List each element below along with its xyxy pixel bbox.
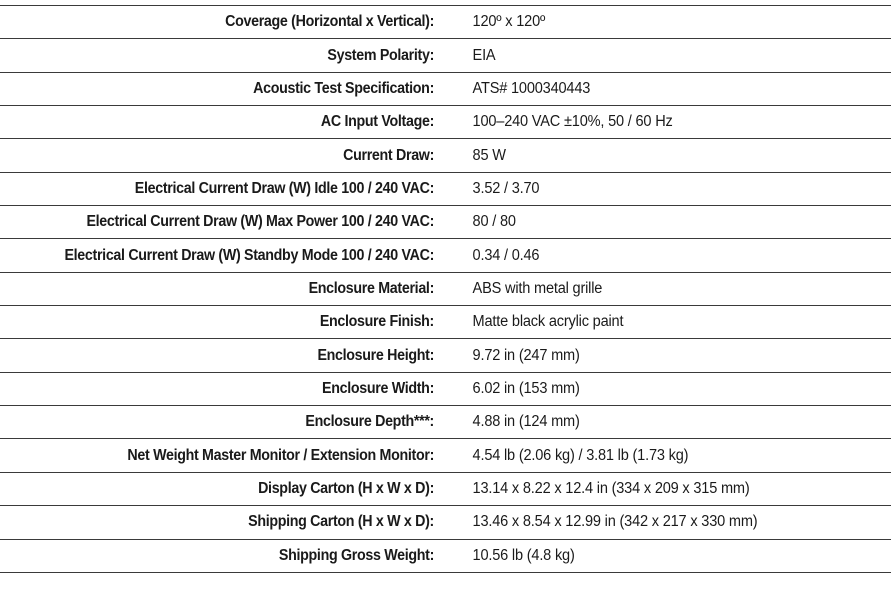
spec-value: 13.46 x 8.54 x 12.99 in (342 x 217 x 330 mm) bbox=[472, 513, 758, 531]
spec-row bbox=[0, 206, 891, 239]
spec-row bbox=[0, 473, 891, 506]
spec-value: 100–240 VAC ±10%, 50 / 60 Hz bbox=[472, 113, 673, 131]
spec-label: Shipping Carton (H x W x D): bbox=[248, 513, 434, 531]
spec-label: AC Input Voltage: bbox=[320, 113, 434, 131]
spec-label: Coverage (Horizontal x Vertical): bbox=[225, 13, 434, 31]
spec-row bbox=[0, 540, 891, 573]
spec-value: 13.14 x 8.22 x 12.4 in (334 x 209 x 315 mm) bbox=[472, 479, 750, 497]
spec-row bbox=[0, 506, 891, 539]
spec-value: Matte black acrylic paint bbox=[472, 313, 624, 331]
spec-label: System Polarity: bbox=[327, 46, 434, 64]
spec-label: Net Weight Master Monitor / Extension Monitor: bbox=[127, 446, 434, 464]
spec-label: Enclosure Width: bbox=[322, 379, 434, 397]
spec-value: 10.56 lb (4.8 kg) bbox=[472, 546, 575, 564]
spec-row bbox=[0, 273, 891, 306]
spec-row bbox=[0, 173, 891, 206]
spec-value: 4.54 lb (2.06 kg) / 3.81 lb (1.73 kg) bbox=[472, 446, 689, 464]
spec-label: Enclosure Finish: bbox=[319, 313, 434, 331]
spec-label: Enclosure Height: bbox=[317, 346, 434, 364]
spec-value: ATS# 1000340443 bbox=[472, 79, 591, 97]
spec-label: Enclosure Depth***: bbox=[305, 413, 434, 431]
spec-row bbox=[0, 406, 891, 439]
spec-row bbox=[0, 373, 891, 406]
spec-row bbox=[0, 306, 891, 339]
specifications-table bbox=[0, 5, 891, 573]
spec-value: 3.52 / 3.70 bbox=[472, 179, 540, 197]
spec-row bbox=[0, 106, 891, 139]
spec-value: ABS with metal grille bbox=[472, 279, 603, 297]
spec-row bbox=[0, 239, 891, 272]
spec-value: EIA bbox=[472, 46, 496, 64]
spec-label: Display Carton (H x W x D): bbox=[258, 479, 434, 497]
spec-value: 6.02 in (153 mm) bbox=[472, 379, 580, 397]
spec-value: 80 / 80 bbox=[472, 213, 516, 231]
spec-value: 85 W bbox=[472, 146, 506, 164]
spec-row bbox=[0, 339, 891, 372]
spec-label: Electrical Current Draw (W) Idle 100 / 240 VAC: bbox=[134, 179, 435, 197]
spec-row bbox=[0, 6, 891, 39]
spec-row bbox=[0, 439, 891, 472]
spec-value: 4.88 in (124 mm) bbox=[472, 413, 580, 431]
spec-label: Current Draw: bbox=[343, 146, 434, 164]
spec-value: 0.34 / 0.46 bbox=[472, 246, 540, 264]
spec-value: 9.72 in (247 mm) bbox=[472, 346, 580, 364]
spec-value: 120º x 120º bbox=[472, 13, 546, 31]
spec-row bbox=[0, 139, 891, 172]
spec-label: Shipping Gross Weight: bbox=[278, 546, 434, 564]
spec-row bbox=[0, 73, 891, 106]
spec-row bbox=[0, 39, 891, 72]
spec-label: Electrical Current Draw (W) Max Power 100 / 240 VAC: bbox=[86, 213, 434, 231]
spec-label: Electrical Current Draw (W) Standby Mode 100 / 240 VAC: bbox=[64, 246, 434, 264]
spec-label: Acoustic Test Specification: bbox=[253, 79, 434, 97]
spec-label: Enclosure Material: bbox=[308, 279, 434, 297]
